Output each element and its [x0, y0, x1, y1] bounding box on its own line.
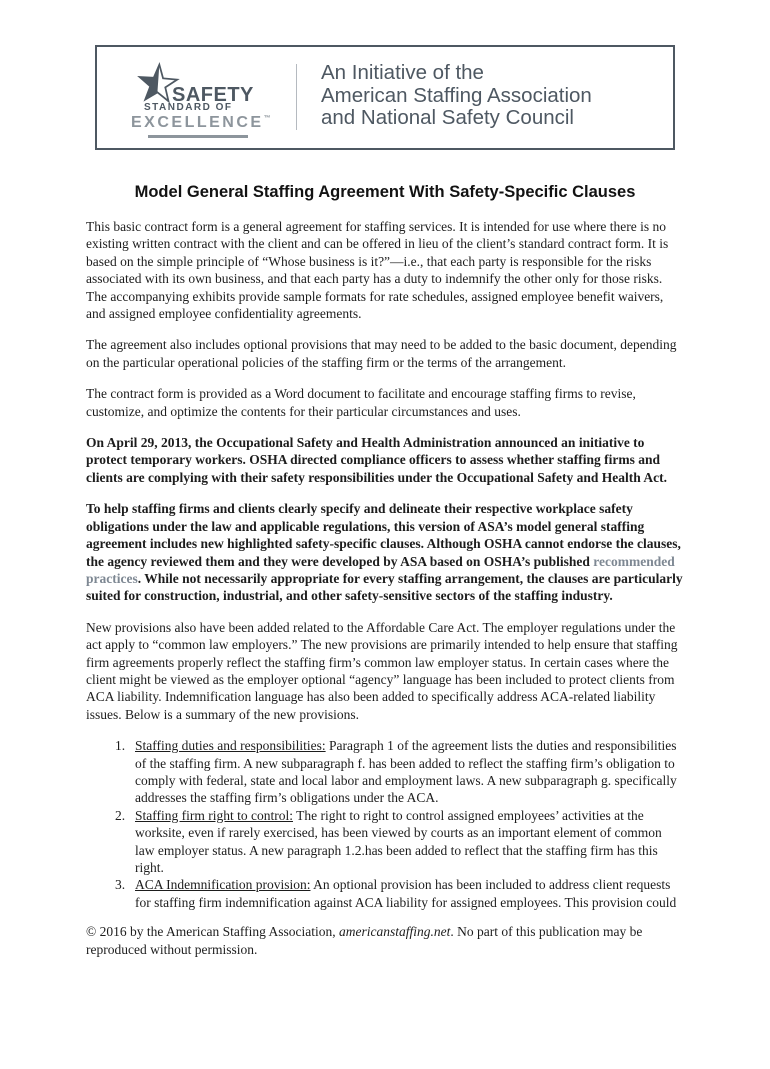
list-number: 1.: [115, 738, 126, 754]
document-content: [0, 183, 770, 958]
paragraph-optional-provisions: The agreement also includes optional provisions that may need to be added to the basic document, depending on the particular operational policies of the staffing firm or the terms of the arrangement.: [86, 337, 677, 370]
list-item-right-to-control: [86, 807, 684, 877]
copyright-text-before: © 2016 by the American Staffing Association,: [86, 924, 339, 940]
list-item-body: [135, 807, 684, 877]
paragraph-intro: This basic contract form is a general agreement for staffing services. It is intended for use where there is no existing written contract with the client and can be offered in lieu of the client’s standard contract form. It is based on the simple principle of “Whose business is it?”—i.e., that each party is responsible for the risks associated with its own business, and that each party has a duty to indemnify the other only for those risks. The accompanying exhibits provide sample formats for rate schedules, assigned employee benefit waivers, and assigned employee confidentiality agreements.: [86, 219, 669, 322]
paragraph-safety-clauses-after: . While not necessarily appropriate for every staffing arrangement, the clauses are particularly suited for construction, industrial, and other safety-sensitive sectors of the staffing industry.: [86, 570, 683, 604]
list-item-staffing-duties: [86, 737, 684, 807]
list-item-lead: ACA Indemnification provision:: [135, 877, 311, 893]
list-item-text: The right to right to control assigned employees’ activities at the worksite, even if rarely exercised, has been viewed by courts as an important element of common law employer status. A new paragraph 1.2.has been added to reflect that the staffing firm has this right.: [135, 807, 662, 875]
logo-banner: [95, 45, 675, 150]
list-item-lead: Staffing firm right to control:: [135, 807, 293, 823]
logo-word-excellence-text: EXCELLENCE: [131, 114, 264, 131]
paragraph-aca-provisions: New provisions also have been added related to the Affordable Care Act. The employer regulations under the act apply to “common law employers.” The new provisions are primarily intended to help ensure that staffing firm agreements properly reflect the staffing firm’s common law employer status. In certain cases where the client might be viewed as the employer optional “agency” language has been included to protect clients from ACA liability. Indemnification language has also been added to specifically address ACA-related liability issues. Below is a summary of the new provisions.: [86, 619, 678, 722]
logo-underline-rule: [148, 135, 248, 138]
copyright-notice: [86, 923, 684, 958]
list-item-text: Paragraph 1 of the agreement lists the duties and responsibilities of the staffing firm. A new subparagraph f. has been added to reflect the staffing firm’s obligation to comply with federal, state and local labor and employment laws. A new subparagraph g. specifically addresses the staffing firm’s obligations under the ACA.: [135, 738, 677, 806]
list-item-body: [135, 876, 684, 911]
list-item-body: [135, 737, 684, 807]
paragraph-word-document: The contract form is provided as a Word document to facilitate and encourage staffing firms to revise, customize, and optimize the contents for their particular circumstances and uses.: [86, 386, 636, 419]
initiative-line-2: American Staffing Association: [321, 83, 592, 107]
list-number: 3.: [115, 877, 126, 893]
numbered-list: [86, 737, 684, 911]
list-item-lead: Staffing duties and responsibilities:: [135, 738, 326, 754]
logo-vertical-divider: [296, 64, 297, 130]
logo-word-safety: SAFETY: [172, 84, 254, 106]
list-item-text: An optional provision has been included to address client requests for staffing firm indemnification against ACA liability for assigned employees. This provision could: [135, 877, 677, 910]
logo-word-excellence: [131, 115, 271, 131]
website-name: americanstaffing.net: [338, 924, 451, 940]
initiative-line-3: and National Safety Council: [321, 106, 574, 129]
copyright-text-after: . No part of this publication may be reproduced without permission.: [86, 924, 643, 957]
initiative-text: [321, 62, 592, 130]
recommended-practices-link[interactable]: recommended practices: [86, 553, 675, 586]
paragraph-safety-clauses: [86, 500, 684, 604]
page-title: Model General Staffing Agreement With Safety-Specific Clauses: [134, 183, 636, 201]
logo-word-standard-of: STANDARD OF: [144, 102, 233, 113]
paragraph-safety-clauses-before: To help staffing firms and clients clearly specify and delineate their respective workplace safety obligations under the law and applicable regulations, this version of ASA’s model general staffing agreement includes new highlighted safety-specific clauses. Although OSHA cannot endorse the clauses, the agency reviewed them and they were developed by ASA based on OSHA’s published: [86, 501, 681, 569]
trademark-symbol: ™: [263, 115, 271, 122]
list-item-aca-indemnification: [86, 876, 684, 911]
paragraph-osha-initiative: On April 29, 2013, the Occupational Safety and Health Administration announced an initiative to protect temporary workers. OSHA directed compliance officers to assess whether staffing firms and clients are complying with their safety responsibilities under the Occupational Safety and Health Act.: [86, 435, 668, 485]
initiative-line-1: An Initiative of the: [321, 61, 484, 84]
document-page: [0, 45, 770, 1069]
list-number: 2.: [115, 807, 126, 823]
